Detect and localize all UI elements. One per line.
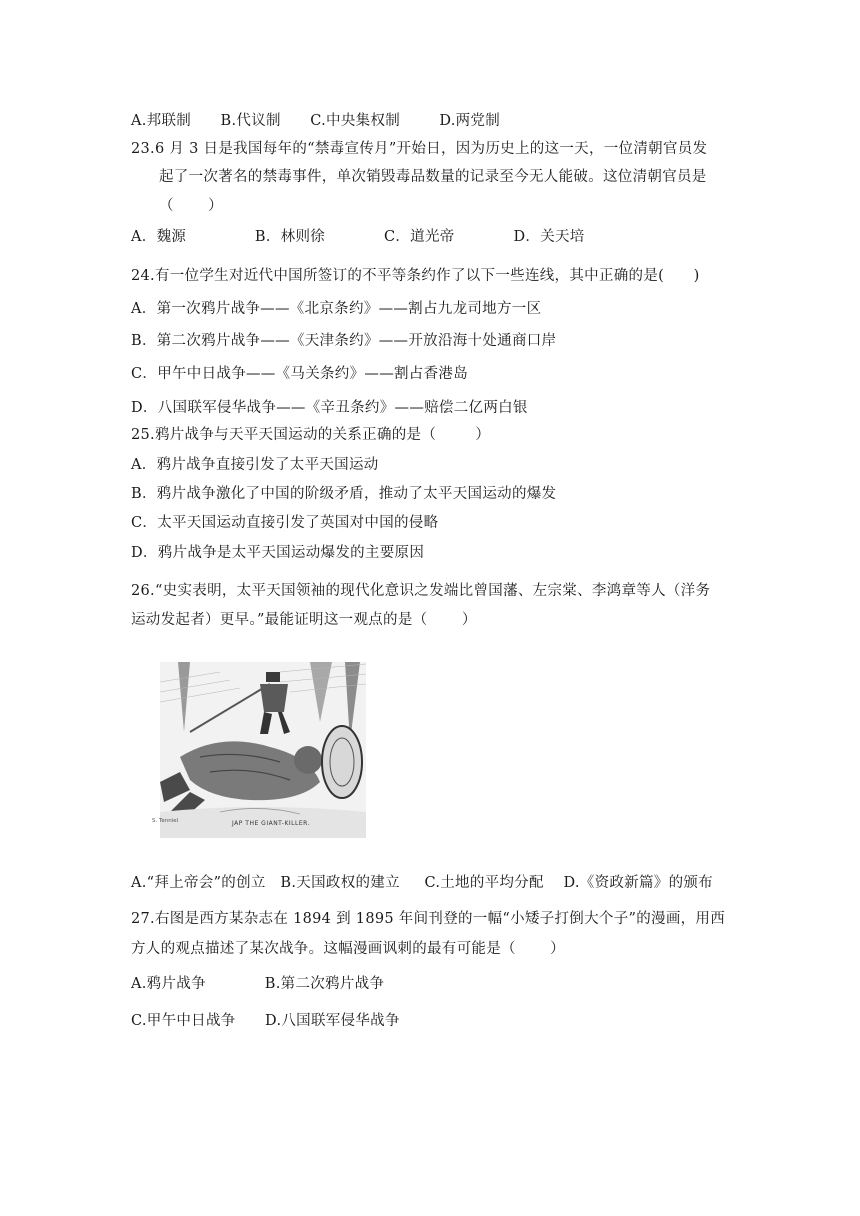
q24-stem: 24.有一位学生对近代中国所签订的不平等条约作了以下一些连线，其中正确的是( ) — [131, 268, 700, 284]
q27-options-cd: C.甲午中日战争 D.八国联军侵华战争 — [131, 1013, 400, 1029]
q26-stem-line2: 运动发起者）更早。”最能证明这一观点的是（ ） — [131, 612, 477, 628]
q24-option-d: D．八国联军侵华战争——《辛丑条约》——赔偿二亿两白银 — [131, 400, 528, 416]
cartoon-caption: JAP THE GIANT-KILLER. — [232, 820, 311, 827]
q24-option-c: C．甲午中日战争——《马关条约》——割占香港岛 — [131, 366, 468, 382]
q26-stem-line1: 26.“史实表明，太平天国领袖的现代化意识之发端比曾国藩、左宗棠、李鸿章等人（洋务 — [131, 583, 711, 599]
giant-killer-cartoon-image — [160, 662, 366, 838]
q25-option-c: C．太平天国运动直接引发了英国对中国的侵略 — [131, 515, 439, 531]
q27-stem-line1: 27.右图是西方某杂志在 1894 到 1895 年间刊登的一幅“小矮子打倒大个子”的漫画，用西 — [131, 911, 726, 927]
q25-stem: 25.鸦片战争与天平天国运动的关系正确的是（ ） — [131, 427, 491, 443]
q27-options-ab: A.鸦片战争 B.第二次鸦片战争 — [131, 976, 385, 992]
q23-stem-line2: 起了一次著名的禁毒事件，单次销毁毒品数量的记录至今无人能破。这位清朝官员是 — [159, 169, 707, 185]
q23-stem-line1: 23.6 月 3 日是我国每年的“禁毒宣传月”开始日，因为历史上的这一天，一位清朝官员发 — [131, 141, 708, 157]
q25-option-d: D．鸦片战争是太平天国运动爆发的主要原因 — [131, 545, 425, 561]
q24-option-a: A．第一次鸦片战争——《北京条约》——割占九龙司地方一区 — [131, 301, 542, 317]
q24-option-b: B．第二次鸦片战争——《天津条约》——开放沿海十处通商口岸 — [131, 333, 557, 349]
q22-options: A.邦联制 B.代议制 C.中央集权制 D.两党制 — [131, 113, 501, 129]
q26-options: A.“拜上帝会”的创立 B.天国政权的建立 C.土地的平均分配 D.《资政新篇》的颁布 — [131, 875, 713, 891]
q23-stem-line3: （ ） — [159, 198, 223, 214]
q27-stem-line2: 方人的观点描述了某次战争。这幅漫画讽刺的最有可能是（ ） — [131, 941, 565, 957]
q23-options: A．魏源 B．林则徐 C．道光帝 D．关天培 — [131, 229, 585, 245]
q25-option-b: B．鸦片战争激化了中国的阶级矛盾，推动了太平天国运动的爆发 — [131, 486, 557, 502]
cartoon-signature: S. Tenniel — [152, 818, 179, 824]
q25-option-a: A．鸦片战争直接引发了太平天国运动 — [131, 457, 379, 473]
